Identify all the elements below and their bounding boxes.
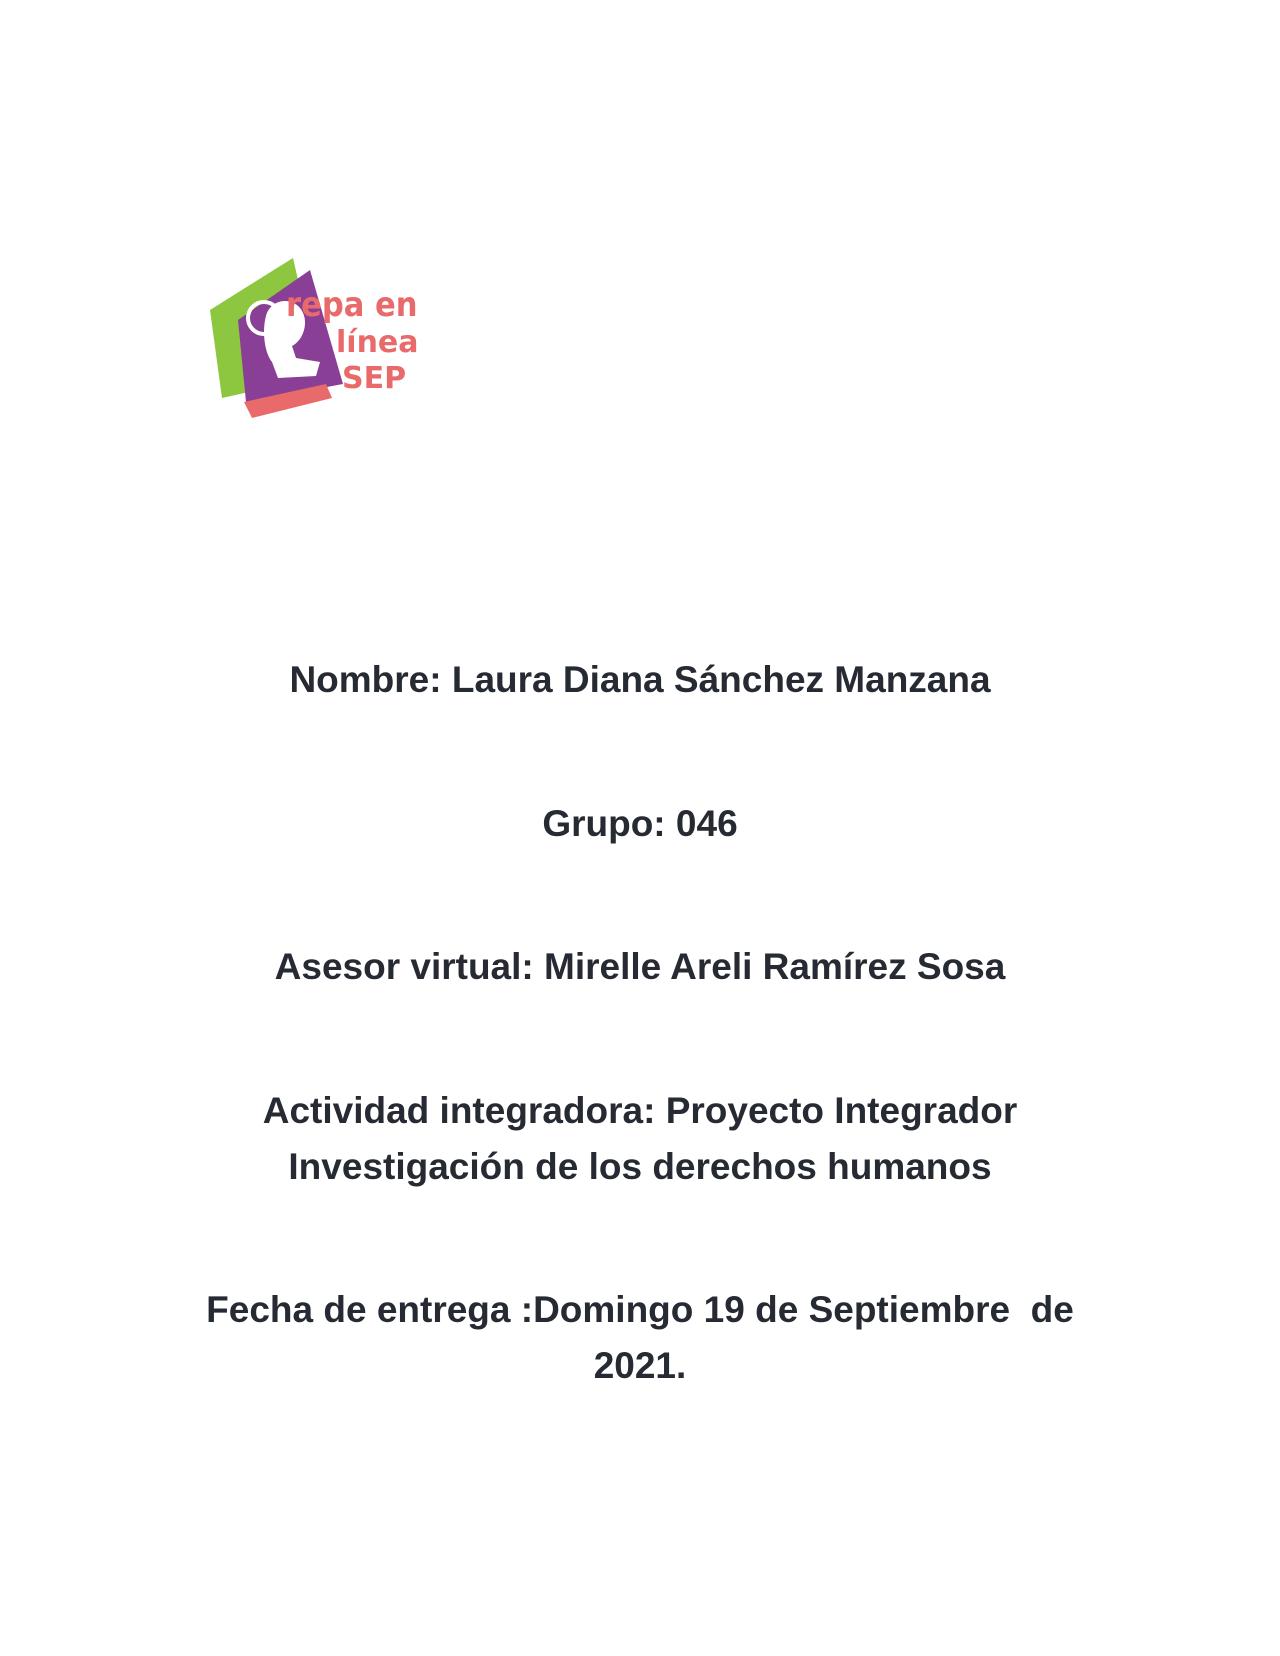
group-number-text: Grupo: 046 <box>542 803 738 844</box>
student-name <box>0 652 1280 708</box>
virtual-advisor <box>0 939 1280 995</box>
delivery-date-line2: 2021. <box>593 1345 687 1386</box>
activity-title-line1: Actividad integradora: Proyecto Integrador <box>262 1090 1018 1131</box>
activity-title-line2: Investigación de los derechos humanos <box>288 1146 992 1187</box>
logo-text-line3: SEP <box>342 361 407 396</box>
virtual-advisor-text: Asesor virtual: Mirelle Areli Ramírez Sosa <box>274 946 1006 987</box>
prepa-en-linea-logo <box>208 258 423 418</box>
logo-text-line1: repa en <box>286 285 418 325</box>
delivery-date <box>0 1282 1280 1394</box>
student-name-text: Nombre: Laura Diana Sánchez Manzana <box>289 659 991 700</box>
delivery-date-line1: Fecha de entrega :Domingo 19 de Septiembre de <box>206 1289 1074 1330</box>
logo-text-line2: línea <box>336 325 419 360</box>
group-number <box>0 796 1280 852</box>
activity-title <box>0 1083 1280 1195</box>
